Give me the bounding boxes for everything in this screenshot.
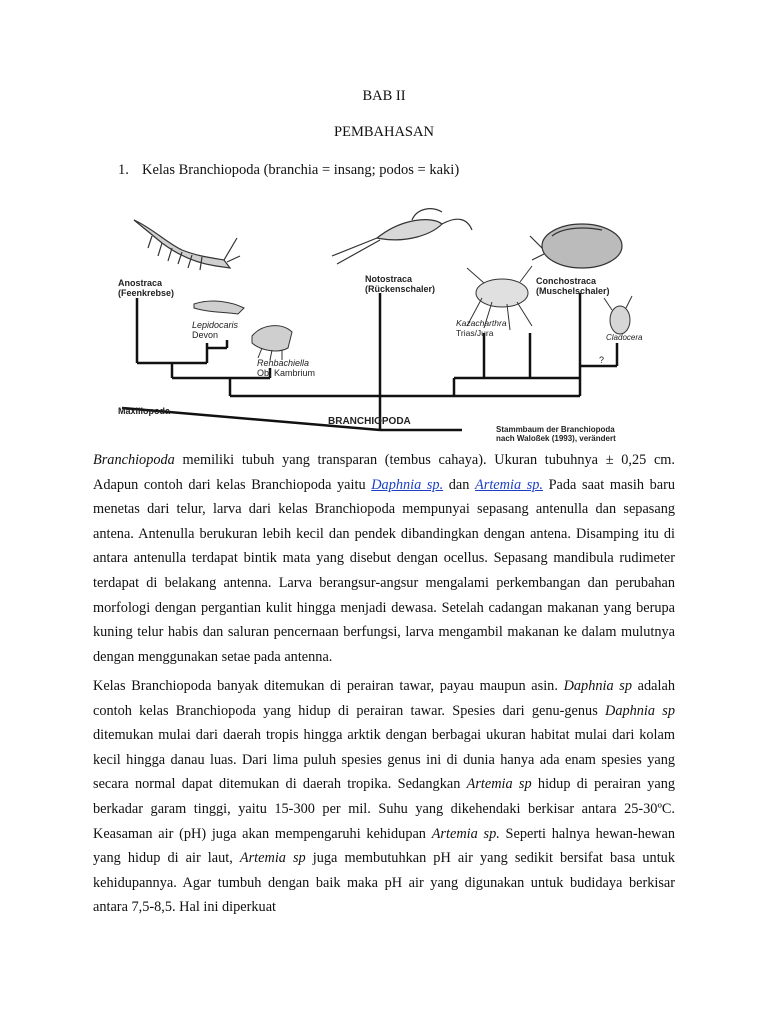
label-conchostraca: Conchostraca: [536, 276, 597, 286]
notostraca-drawing: [332, 209, 472, 264]
branchiopoda-phylogeny-figure: [112, 198, 674, 446]
para2-text-a: Kelas Branchiopoda banyak ditemukan di perairan tawar, payau maupun asin.: [93, 678, 564, 694]
label-kambrium: Ob. Kambrium: [257, 368, 316, 378]
section-number: 1.: [118, 162, 129, 178]
term-artemia-1: Artemia sp: [466, 776, 532, 793]
label-cladocera: Cladocera: [606, 333, 643, 342]
conchostraca-drawing: [530, 224, 622, 268]
para2-text-e: ditemukan mulai dari daerah tropis hingga arktik dengan berbagai ukuran habitat mulai dari kolam kecil hingga danau luas. Dari lima puluh spesies genus ini di dunia hanya ada enam spesies yang secara normal dapat ditemukan di daerah tropika. Sedangkan: [93, 727, 675, 793]
rehbachiella-drawing: [252, 326, 292, 360]
label-rehbachiella: Rehbachiella: [257, 358, 310, 368]
paragraph-2: [93, 674, 675, 920]
label-lepidocaris: Lepidocaris: [192, 320, 239, 330]
label-question-mark: ?: [599, 355, 605, 365]
term-daphnia-1: Daphnia sp: [563, 678, 632, 694]
label-anostraca: Anostraca: [118, 278, 163, 288]
para2-text-g: hidup di perairan yang berkadar garam tinggi, yaitu 15-300 per mil. Suhu yang dikehendaki berkisar antara 25-30ºC. Keasaman air (pH) juga akan mempengaruhi kehidupan: [93, 776, 675, 842]
label-conchostraca-de: (Muschelschaler): [536, 286, 610, 296]
term-artemia-3: Artemia sp: [239, 850, 306, 867]
term-daphnia-2: Daphnia sp: [605, 702, 675, 719]
para1-text-b: dan: [443, 476, 476, 493]
link-artemia[interactable]: Artemia sp.: [475, 476, 543, 493]
term-artemia-2: Artemia sp.: [431, 825, 500, 842]
link-daphnia[interactable]: Daphnia sp.: [371, 476, 444, 493]
chapter-title: PEMBAHASAN: [334, 124, 434, 140]
lepidocaris-drawing: [194, 301, 244, 314]
caption-line-2: nach Waloßek (1993), verändert: [496, 434, 616, 443]
label-notostraca-de: (Rückenschaler): [365, 284, 436, 294]
para1-text-c: Pada saat masih baru menetas dari telur, larva dari kelas Branchiopoda mempunyai sepasang antenulla dan sepasang antena. Antenulla berukuran lebih kecil dan pendek dibandingkan dengan antena. Disamping itu di antara antenulla terdapat bintik mata yang disebut dengan ocellus. Sepasang mandibula rudimeter terdapat di belakang antenna. Larva berangsur-angsur mengalami perkembangan dan perubahan morfologi dengan pergantian kulit hingga menjadi dewasa. Setelah cadangan makanan yang berupa kuning telur habis dan saluran pencernaan berfungsi, larva mengambil makanan ke dalam mulutnya dengan menggunakan setae pada antenna.: [93, 476, 676, 665]
phylogeny-diagram: [112, 198, 674, 446]
label-kazacharthra: Kazacharthra: [456, 318, 507, 328]
label-devon: Devon: [192, 330, 219, 340]
label-maxillopoda: Maxillopoda: [118, 406, 171, 416]
para2-text-i: Seperti halnya hewan-hewan yang hidup di air laut,: [93, 825, 676, 867]
section-title: Kelas Branchiopoda (branchia = insang; podos = kaki): [142, 162, 460, 178]
paragraph-1: [93, 448, 675, 669]
label-branchiopoda: BRANCHIOPODA: [328, 416, 411, 427]
caption-line-1: Stammbaum der Branchiopoda: [496, 425, 615, 434]
term-branchiopoda: Branchiopoda: [93, 452, 175, 468]
tree-lines: [122, 293, 617, 430]
anostraca-drawing: [134, 220, 240, 270]
section-heading: [118, 162, 459, 179]
para2-text-k: juga membutuhkan pH air yang sedikit bersifat basa untuk kehidupannya. Agar tumbuh dengan baik maka pH air yang digunakan untuk budidaya berkisar antara 7,5-8,5. Hal ini diperkuat: [93, 850, 675, 916]
label-triasjura: Trias/Jura: [456, 328, 494, 338]
para2-text-c: adalah contoh kelas Branchiopoda yang hidup di perairan tawar. Spesies dari genu-genus: [93, 678, 675, 719]
label-anostraca-de: (Feenkrebse): [118, 288, 175, 298]
para1-text-a: memiliki tubuh yang transparan (tembus cahaya). Ukuran tubuhnya ± 0,25 cm. Adapun contoh dari kelas Branchiopoda yaitu: [93, 452, 675, 493]
cladocera-drawing: [604, 296, 632, 334]
chapter-heading: BAB II: [362, 88, 406, 104]
label-notostraca: Notostraca: [365, 274, 413, 284]
